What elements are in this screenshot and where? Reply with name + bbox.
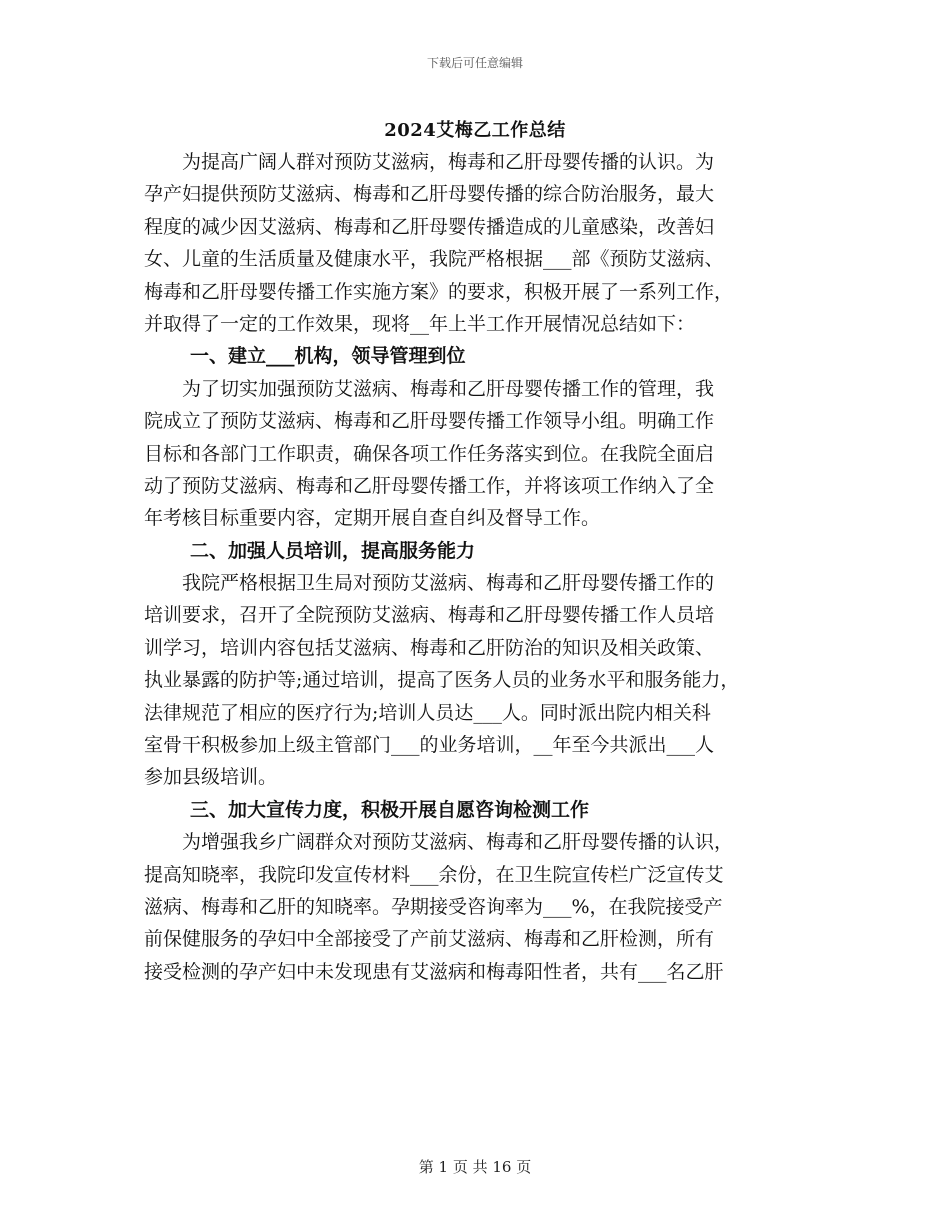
body-text-line: 培训要求，召开了全院预防艾滋病、梅毒和乙肝母婴传播工作人员培 <box>144 604 715 627</box>
body-text-line: 参加县级培训。 <box>144 766 278 789</box>
body-text-line: 为了切实加强预防艾滋病、梅毒和乙肝母婴传播工作的管理，我 <box>182 377 715 400</box>
body-text-line: 我院严格根据卫生局对预防艾滋病、梅毒和乙肝母婴传播工作的 <box>182 572 715 595</box>
body-text-line: 目标和各部门工作职责，确保各项工作任务落实到位。在我院全面启 <box>144 442 715 465</box>
body-text-line: 孕产妇提供预防艾滋病、梅毒和乙肝母婴传播的综合防治服务，最大 <box>144 183 715 206</box>
section-heading: 二、加强人员培训，提高服务能力 <box>190 539 476 562</box>
body-text-line: 前保健服务的孕妇中全部接受了产前艾滋病、梅毒和乙肝检测，所有 <box>144 928 715 951</box>
body-text-line: 女、儿童的生活质量及健康水平，我院严格根据___部《预防艾滋病、 <box>144 248 724 271</box>
page-number-footer: 第 1 页 共 16 页 <box>418 1158 532 1176</box>
body-text-line: 法律规范了相应的医疗行为;培训人员达___人。同时派出院内相关科 <box>144 701 711 724</box>
document-body <box>144 146 824 988</box>
body-text-line: 训学习，培训内容包括艾滋病、梅毒和乙肝防治的知识及相关政策、 <box>144 636 715 659</box>
body-text-line: 院成立了预防艾滋病、梅毒和乙肝母婴传播工作领导小组。明确工作 <box>144 410 715 433</box>
page-header-note: 下载后可任意编辑 <box>426 56 523 70</box>
body-text-line: 为提高广阔人群对预防艾滋病，梅毒和乙肝母婴传播的认识。为 <box>182 151 715 173</box>
body-text-line: 梅毒和乙肝母婴传播工作实施方案》的要求，积极开展了一系列工作， <box>144 280 734 303</box>
body-text-line: 程度的减少因艾滋病、梅毒和乙肝母婴传播造成的儿童感染，改善妇 <box>144 215 715 238</box>
body-text-line: 年考核目标重要内容，定期开展自查自纠及督导工作。 <box>144 507 601 530</box>
document-title: 2024艾梅乙工作总结 <box>384 120 566 141</box>
body-text-line: 接受检测的孕产妇中未发现患有艾滋病和梅毒阳性者，共有___名乙肝 <box>144 960 724 983</box>
body-text-line: 室骨干积极参加上级主管部门___的业务培训，__年至今共派出___人 <box>144 734 715 757</box>
body-text-line: 为增强我乡广阔群众对预防艾滋病、梅毒和乙肝母婴传播的认识， <box>182 831 734 854</box>
body-text-line: 滋病、梅毒和乙肝的知晓率。孕期接受咨询率为___%，在我院接受产 <box>144 895 723 918</box>
body-text-line: 动了预防艾滋病、梅毒和乙肝母婴传播工作，并将该项工作纳入了全 <box>144 474 715 497</box>
section-heading: 三、加大宣传力度，积极开展自愿咨询检测工作 <box>190 798 590 821</box>
body-text-line: 执业暴露的防护等;通过培训，提高了医务人员的业务水平和服务能力， <box>144 669 740 692</box>
body-text-line: 提高知晓率，我院印发宣传材料___余份，在卫生院宣传栏广泛宣传艾 <box>144 863 724 886</box>
section-heading: 一、建立___机构，领导管理到位 <box>190 345 466 368</box>
body-text-line: 并取得了一定的工作效果，现将__年上半工作开展情况总结如下： <box>144 312 696 335</box>
